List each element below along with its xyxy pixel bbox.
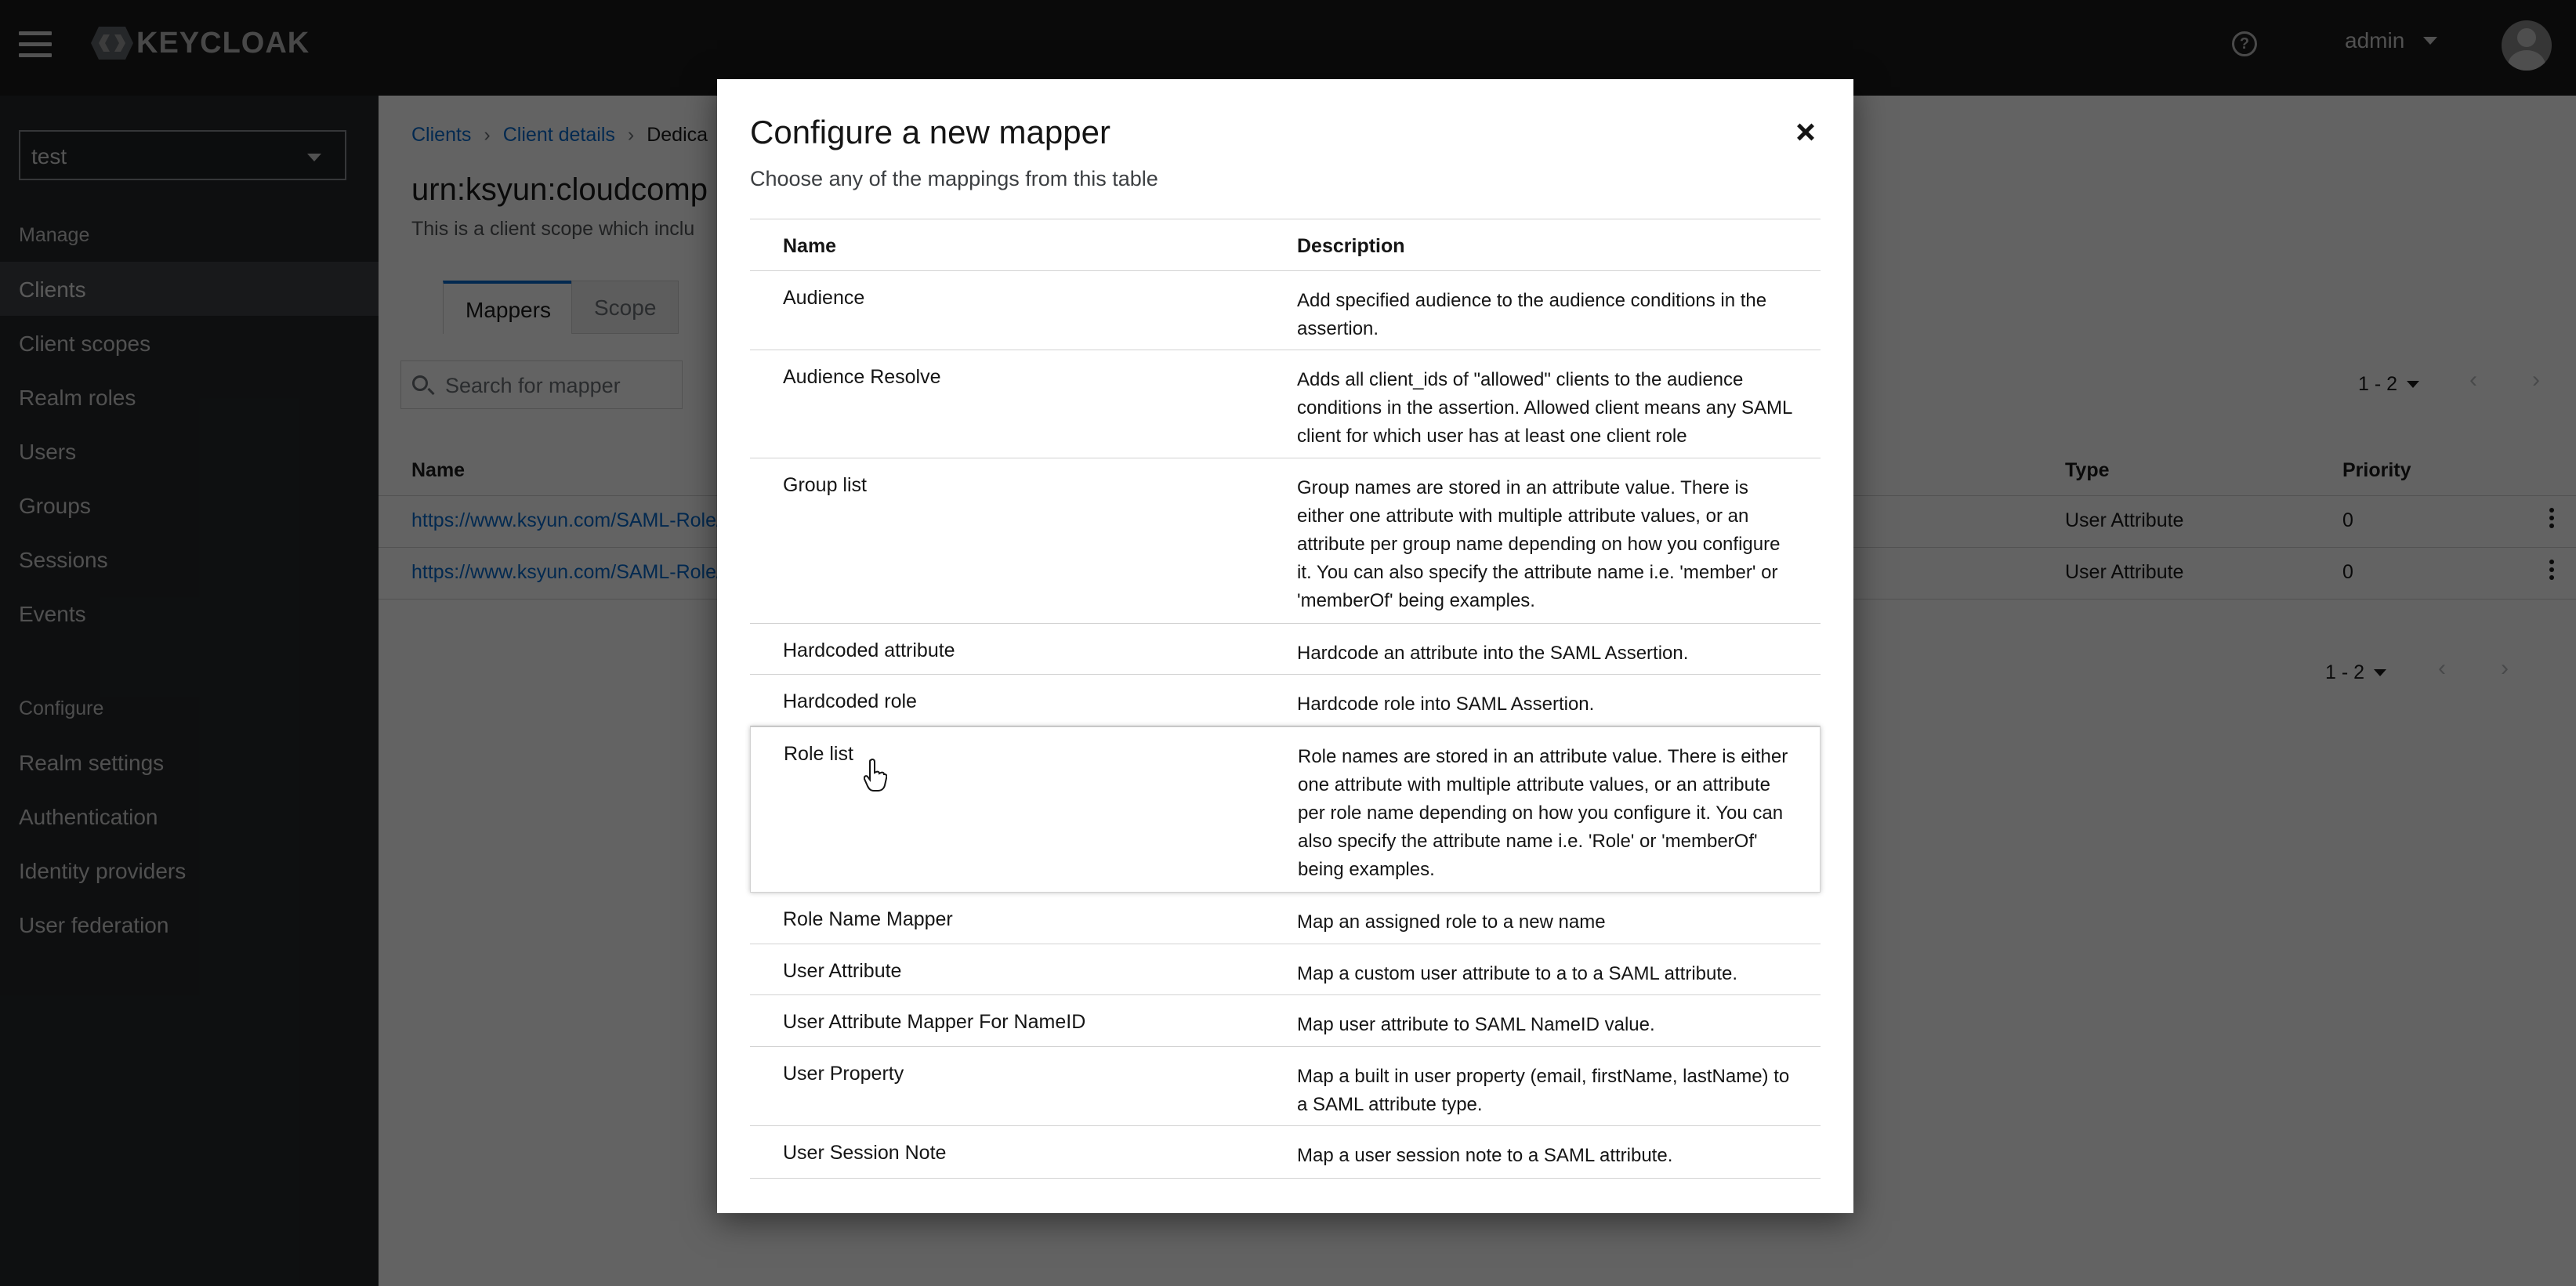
table-row[interactable] (750, 995, 1821, 1047)
mapper-type-table (750, 219, 1821, 1179)
mapper-description: Add specified audience to the audience conditions in the assertion. (1297, 290, 1767, 339)
table-row[interactable] (750, 944, 1821, 995)
mapper-description: Map a built in user property (email, firstName, lastName) to a SAML attribute type. (1297, 1066, 1790, 1115)
mapper-description: Map user attribute to SAML NameID value. (1297, 1014, 1655, 1035)
table-row[interactable] (750, 624, 1821, 675)
table-row[interactable] (750, 1047, 1821, 1126)
table-row[interactable] (750, 1126, 1821, 1179)
mapper-name: Group list (783, 474, 867, 496)
close-icon[interactable] (1791, 117, 1822, 148)
mapper-name: Audience Resolve (783, 366, 941, 388)
mapper-name: Role list (784, 743, 853, 765)
mapper-name: User Attribute Mapper For NameID (783, 1011, 1086, 1033)
mapper-description: Map an assigned role to a new name (1297, 911, 1606, 933)
table-row[interactable] (750, 271, 1821, 350)
mapper-description: Map a user session note to a SAML attribute. (1297, 1145, 1673, 1166)
mapper-name: Hardcoded role (783, 690, 917, 712)
table-row[interactable] (750, 458, 1821, 624)
table-row[interactable] (750, 350, 1821, 458)
mapper-description: Hardcode role into SAML Assertion. (1297, 694, 1595, 715)
table-header (750, 219, 1821, 271)
mapper-description: Role names are stored in an attribute value. There is either one attribute with multiple attribute values, or an attribute per role name depending on how you configure it. You can also specify the attribute name i.e. 'Role' or 'memberOf' being examples. (1298, 746, 1788, 880)
column-header-description: Description (1297, 235, 1405, 257)
mapper-name: Hardcoded attribute (783, 639, 955, 661)
mapper-description: Hardcode an attribute into the SAML Assertion. (1297, 643, 1689, 664)
mapper-description: Map a custom user attribute to a to a SAML attribute. (1297, 963, 1738, 984)
modal-title: Configure a new mapper (750, 114, 1110, 150)
table-row[interactable] (750, 675, 1821, 726)
mapper-name: User Session Note (783, 1142, 947, 1164)
modal-description: Choose any of the mappings from this table (750, 167, 1158, 190)
mapper-name: Audience (783, 287, 865, 309)
mapper-description: Group names are stored in an attribute value. There is either one attribute with multiple attribute values, or an attribute per group name depending on how you configure it. You can also specify the attribute name i.e. 'member' or 'memberOf' being examples. (1297, 477, 1781, 611)
mapper-description: Adds all client_ids of "allowed" clients to the audience conditions in the assertion. Allowed client means any SAML client for which user has at least one client role (1297, 369, 1792, 447)
table-row[interactable] (750, 893, 1821, 944)
configure-mapper-modal (717, 79, 1853, 1213)
table-row[interactable] (750, 726, 1821, 893)
mapper-name: User Attribute (783, 960, 902, 982)
mapper-name: User Property (783, 1063, 904, 1085)
mapper-name: Role Name Mapper (783, 908, 953, 930)
column-header-name: Name (783, 235, 837, 257)
